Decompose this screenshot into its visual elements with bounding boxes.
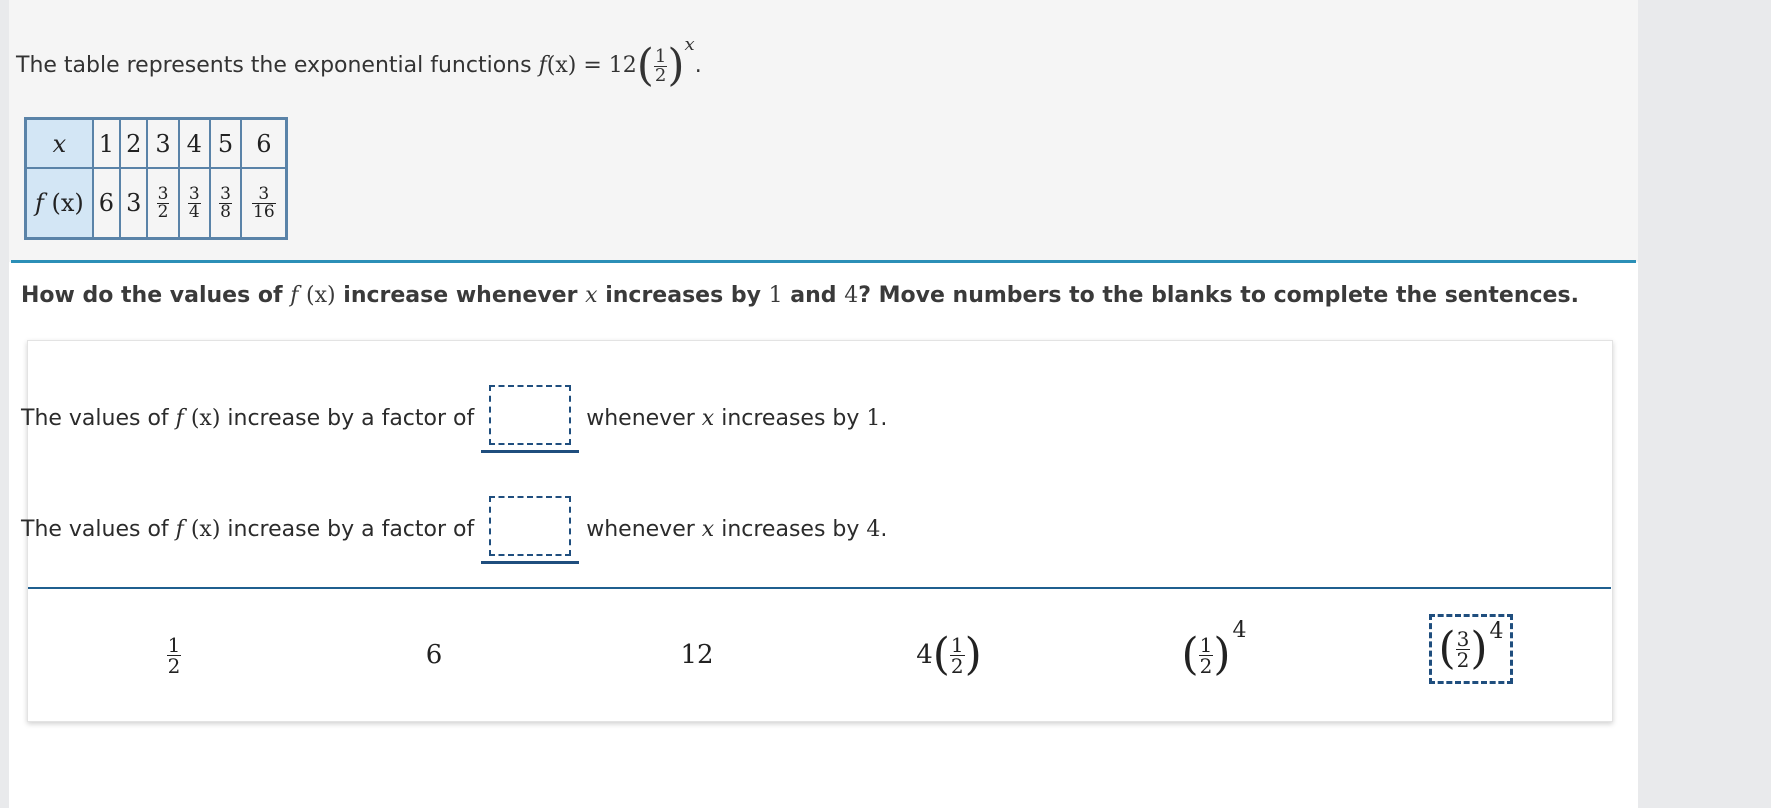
table-header-fx: f (x) [26, 168, 93, 239]
drop-blank-1[interactable] [485, 385, 575, 453]
accent-divider [11, 260, 1636, 263]
table-cell-x: 4 [179, 119, 210, 169]
stem-text [16, 12, 702, 99]
answer-tile-three-halves-pow-4[interactable]: ( $\frac{3}{2}$ ) 4 [1429, 614, 1513, 684]
stem-prefix: The table represents the exponential functions [16, 53, 532, 78]
function-table [24, 117, 288, 240]
sentence-1: The values of f (x) increase by a factor of whenever x increases by 1. [21, 385, 887, 453]
sentence-2: The values of f (x) increase by a factor of whenever x increases by 4. [21, 496, 887, 564]
table-row-x [26, 119, 287, 169]
stem-exponent: x [684, 34, 695, 55]
answer-tile-12[interactable]: 12 [680, 640, 714, 670]
stem-lparen: ( [636, 40, 654, 91]
stem-rparen: ) [667, 40, 685, 91]
main-content [9, 0, 1638, 808]
answer-tile-4-times-half[interactable]: 4 ( $\frac{1}{2}$ ) [916, 629, 982, 680]
stem-coef: 12 [608, 53, 637, 78]
table-cell-x: 6 [241, 119, 287, 169]
stem-arg: (x) [546, 53, 577, 78]
table-cell-fx: $\frac{3}{8}$ [210, 168, 241, 239]
answer-tile-6[interactable]: 6 [425, 640, 443, 670]
stem-equals: = [583, 53, 602, 78]
table-cell-x: 1 [93, 119, 120, 169]
table-cell-fx: 6 [93, 168, 120, 239]
answer-tile-half-pow-4[interactable]: ( $\frac{1}{2}$ ) 4 [1181, 618, 1247, 680]
tiles-divider [28, 587, 1611, 589]
table-row-fx [26, 168, 287, 239]
table-cell-fx: $\frac{3}{2}$ [147, 168, 178, 239]
table-cell-x: 3 [147, 119, 178, 169]
table-cell-fx: 3 [120, 168, 147, 239]
drop-blank-2[interactable] [485, 496, 575, 564]
stem-base-frac: $\frac{1}{2}$ [654, 45, 667, 86]
table-header-x: x [26, 119, 93, 169]
table-cell-fx: $\frac{3}{4}$ [179, 168, 210, 239]
table-cell-fx: $\frac{3}{16}$ [241, 168, 287, 239]
answer-tile-one-half[interactable]: $\frac{1}{2}$ [167, 632, 181, 678]
stem-suffix: . [694, 53, 702, 78]
stem-func: f [538, 53, 547, 78]
table-cell-x: 2 [120, 119, 147, 169]
question-text: How do the values of f (x) increase whenever x increases by 1 and 4? Move numbers to the blanks to complete the sentences. [21, 283, 1579, 308]
table-cell-x: 5 [210, 119, 241, 169]
right-gutter [1638, 0, 1771, 808]
